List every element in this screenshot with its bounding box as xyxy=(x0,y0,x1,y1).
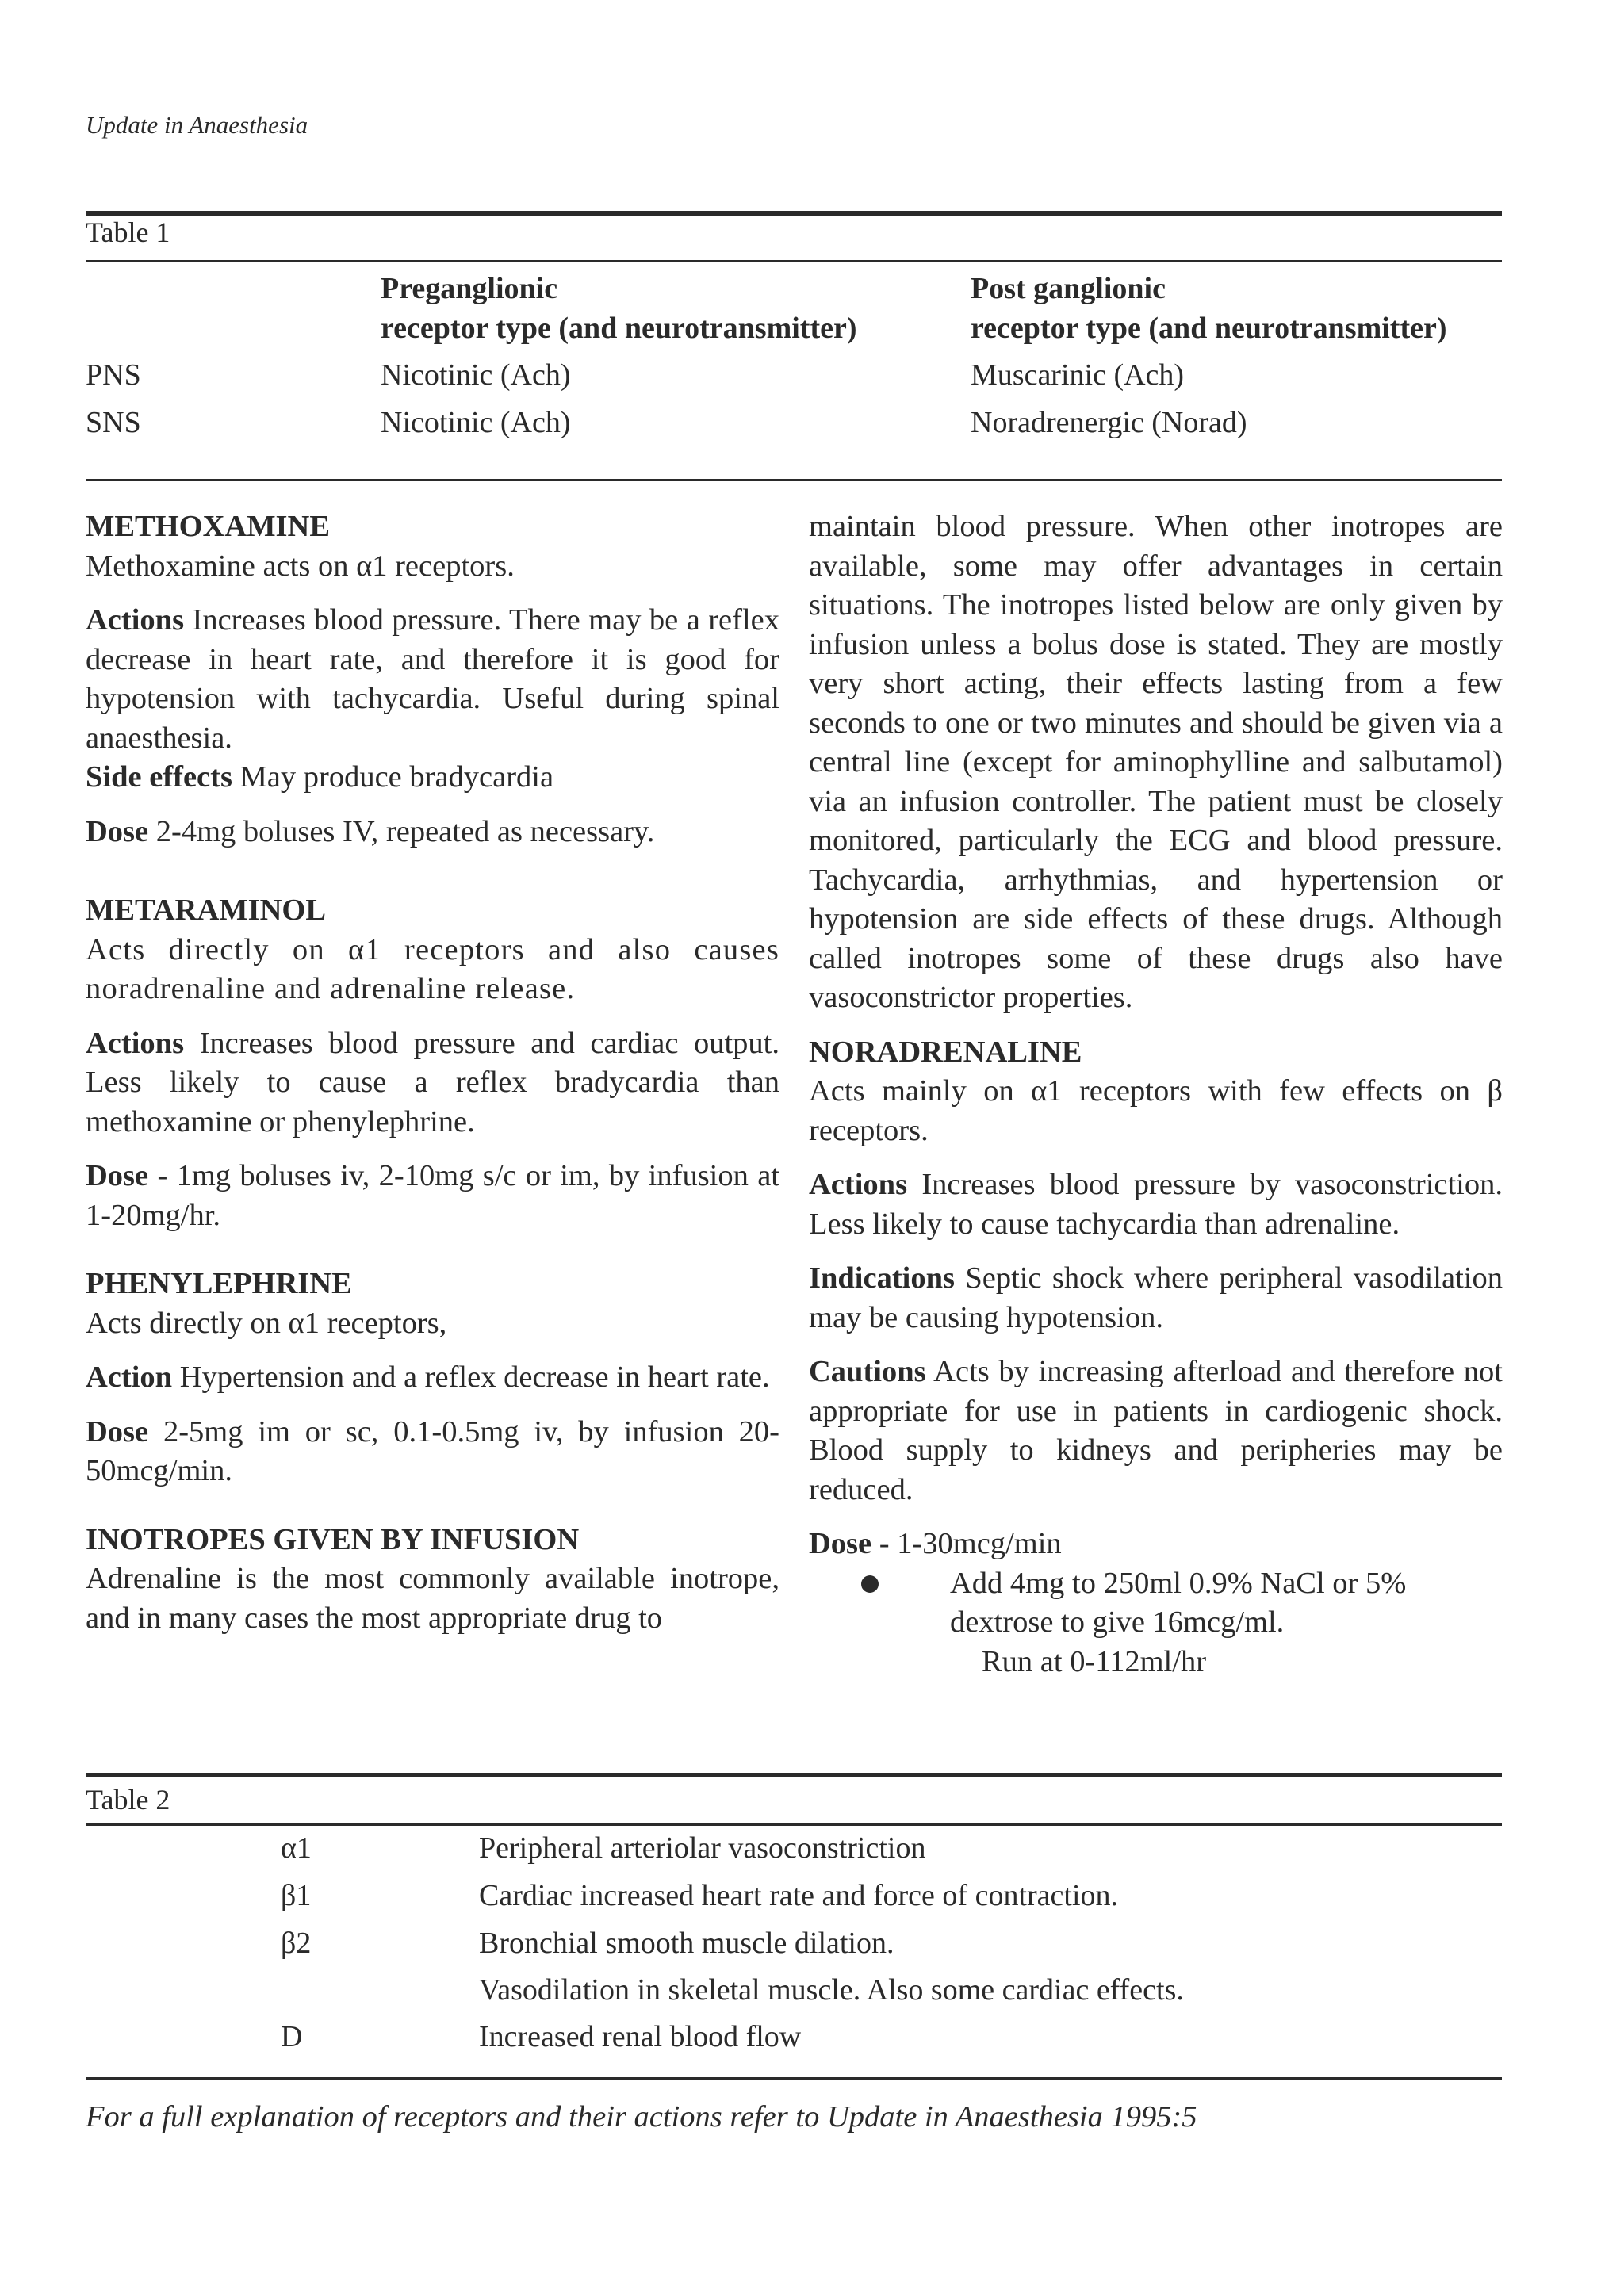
table2-receptor: α1 xyxy=(281,1831,312,1865)
actions-text: Increases blood pressure and cardiac output. Less likely to cause a reflex bradycardia than methoxamine or phenylephrine. xyxy=(86,1026,779,1138)
inotropes-text: Adrenaline is the most commonly available inotrope, and in many cases the most appropriate drug to xyxy=(86,1562,779,1635)
table1-caption-rule xyxy=(86,260,1502,262)
methoxamine-intro: Methoxamine acts on α1 receptors. xyxy=(86,549,515,583)
noradrenaline-intro: Acts mainly on α1 receptors with few effects on β receptors. xyxy=(809,1074,1503,1147)
methoxamine-actions xyxy=(86,601,779,758)
dose-bullet xyxy=(809,1564,1503,1643)
bullet-subline: Run at 0-112ml/hr xyxy=(982,1644,1207,1678)
bullet-dot-icon xyxy=(861,1575,879,1593)
footnote: For a full explanation of receptors and their actions refer to Update in Anaesthesia 1995:5 xyxy=(86,2100,1197,2133)
action-label: Action xyxy=(86,1360,173,1394)
table2-receptor: β1 xyxy=(281,1879,312,1912)
table1-row-system: SNS xyxy=(86,406,141,439)
phenylephrine-action xyxy=(86,1358,779,1398)
side-effects-text: May produce bradycardia xyxy=(232,760,554,794)
metaraminol-dose xyxy=(86,1157,779,1235)
indications-label: Indications xyxy=(809,1261,956,1295)
table2-effect: Increased renal blood flow xyxy=(479,2020,802,2053)
dose-label: Dose xyxy=(86,1414,149,1448)
table2-top-rule xyxy=(86,1773,1502,1777)
methoxamine-side-effects xyxy=(86,758,779,798)
table1-row-post: Muscarinic (Ach) xyxy=(971,358,1185,392)
table2-caption: Table 2 xyxy=(86,1784,170,1816)
table1-bottom-rule xyxy=(86,479,1502,481)
phenylephrine-dose xyxy=(86,1413,779,1491)
noradrenaline-actions xyxy=(809,1165,1503,1244)
table1-header-pre-line1: Preganglionic xyxy=(381,272,558,305)
table2-bottom-rule xyxy=(86,2077,1502,2080)
metaraminol-intro: Acts directly on α1 receptors and also causes noradrenaline and adrenaline release. xyxy=(86,932,779,1005)
table1-row-post: Noradrenergic (Norad) xyxy=(971,406,1247,439)
table2-caption-rule xyxy=(86,1823,1502,1826)
dose-label: Dose xyxy=(86,814,149,848)
right-column xyxy=(809,507,1503,1682)
section-gap xyxy=(86,1250,779,1265)
table1-row-pre: Nicotinic (Ach) xyxy=(381,406,571,439)
noradrenaline-cautions xyxy=(809,1353,1503,1510)
table1-caption: Table 1 xyxy=(86,216,170,248)
noradrenaline-dose xyxy=(809,1525,1503,1564)
methoxamine-dose xyxy=(86,813,779,852)
table1-row-pre: Nicotinic (Ach) xyxy=(381,358,571,392)
table2-effect: Peripheral arteriolar vasoconstriction xyxy=(479,1831,926,1865)
actions-label: Actions xyxy=(86,603,185,637)
dose-text: - 1-30mcg/min xyxy=(871,1527,1062,1560)
metaraminol-actions xyxy=(86,1024,779,1142)
bullet-text: Add 4mg to 250ml 0.9% NaCl or 5% dextrose to give 16mcg/ml. xyxy=(950,1566,1407,1639)
noradrenaline-heading: NORADRENALINE xyxy=(809,1035,1082,1069)
dose-label: Dose xyxy=(86,1159,149,1192)
table2-effect: Vasodilation in skeletal muscle. Also some cardiac effects. xyxy=(479,1973,1184,2007)
methoxamine-heading: METHOXAMINE xyxy=(86,510,330,543)
action-text: Hypertension and a reflex decrease in heart rate. xyxy=(172,1360,770,1394)
section-gap xyxy=(86,1506,779,1521)
phenylephrine-heading: PHENYLEPHRINE xyxy=(86,1267,352,1300)
running-head: Update in Anaesthesia xyxy=(86,111,308,139)
inotropes-continued: maintain blood pressure. When other inotropes are available, some may offer advantages in certain situations. The inotropes listed below are only given by infusion unless a bolus dose is stated. They are mostly very short acting, their effects lasting from a few seconds to one or two minutes and should be given via a central line (except for aminophylline and salbutamol) via an infusion controller. The patient must be closely monitored, particularly the ECG and blood pressure. Tachycardia, arrhythmias, and hypertension or hypotension are side effects of these drugs. Although called inotropes some of these drugs also have vasoconstrictor properties. xyxy=(809,510,1503,1014)
table1-header-post-line2: receptor type (and neurotransmitter) xyxy=(971,312,1447,345)
phenylephrine-intro: Acts directly on α1 receptors, xyxy=(86,1306,447,1340)
left-column xyxy=(86,507,779,1653)
metaraminol-heading: METARAMINOL xyxy=(86,894,326,927)
cautions-label: Cautions xyxy=(809,1355,926,1388)
noradrenaline-indications xyxy=(809,1259,1503,1337)
table1-header-post-line1: Post ganglionic xyxy=(971,272,1166,305)
table1-row-system: PNS xyxy=(86,358,141,392)
side-effects-label: Side effects xyxy=(86,760,232,794)
table1-top-rule xyxy=(86,211,1502,216)
table1-header-pre-line2: receptor type (and neurotransmitter) xyxy=(381,312,857,345)
actions-label: Actions xyxy=(86,1026,185,1060)
indications-text: Septic shock where peripheral vasodilation may be causing hypotension. xyxy=(809,1261,1503,1334)
table2-receptor: β2 xyxy=(281,1927,312,1960)
dose-label: Dose xyxy=(809,1527,872,1560)
actions-text: Increases blood pressure. There may be a reflex decrease in heart rate, and therefore it is good for hypotension with tachycardia. Useful during spinal anaesthesia. xyxy=(86,603,779,755)
table2-effect: Cardiac increased heart rate and force of contraction. xyxy=(479,1879,1118,1912)
section-gap xyxy=(86,867,779,891)
actions-text: Increases blood pressure by vasoconstriction. Less likely to cause tachycardia than adrenaline. xyxy=(809,1168,1503,1241)
actions-label: Actions xyxy=(809,1168,908,1201)
cautions-text: Acts by increasing afterload and therefore not appropriate for use in patients in cardiogenic shock. Blood supply to kidneys and peripheries may be reduced. xyxy=(809,1355,1503,1506)
inotropes-heading: INOTROPES GIVEN BY INFUSION xyxy=(86,1522,580,1556)
table2-receptor: D xyxy=(281,2020,303,2053)
dose-text: 2-5mg im or sc, 0.1-0.5mg iv, by infusion 20-50mcg/min. xyxy=(86,1414,779,1487)
dose-text: - 1mg boluses iv, 2-10mg s/c or im, by infusion at 1-20mg/hr. xyxy=(86,1159,779,1232)
table2-effect: Bronchial smooth muscle dilation. xyxy=(479,1927,894,1960)
dose-text: 2-4mg boluses IV, repeated as necessary. xyxy=(148,814,655,848)
